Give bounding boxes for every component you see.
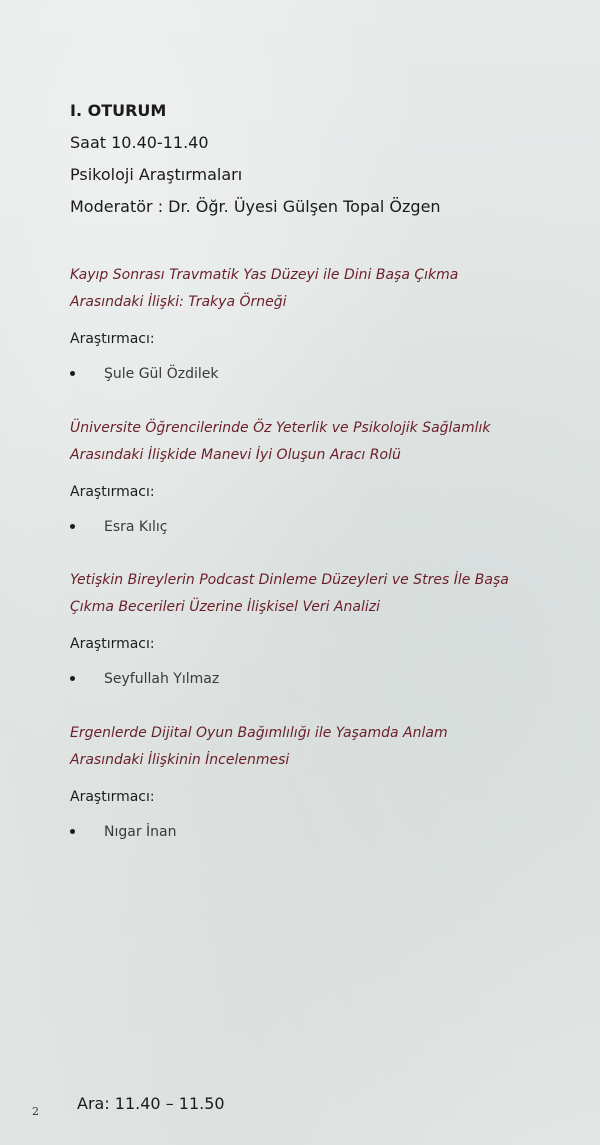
researcher-item (70, 518, 570, 536)
bullet-icon (70, 524, 75, 529)
talk-title-line-2: Arasındaki İlişkide Manevi İyi Oluşun Aracı Rolü (70, 447, 401, 463)
researcher-item (70, 823, 570, 841)
talk-title-line-2: Arasındaki İlişkinin İncelenmesi (70, 752, 290, 768)
researcher-name: Şule Gül Özdilek (104, 366, 219, 382)
talk-title (70, 415, 570, 469)
talk-title-line-1: Yetişkin Bireylerin Podcast Dinleme Düzeyleri ve Stres İle Başa (70, 572, 509, 588)
talk-title-line-1: Üniversite Öğrencilerinde Öz Yeterlik ve Psikolojik Sağlamlık (70, 420, 491, 436)
talk-title-line-1: Ergenlerde Dijital Oyun Bağımlılığı ile Yaşamda Anlam (70, 725, 448, 741)
session-topic: Psikoloji Araştırmaları (70, 165, 243, 184)
researcher-item (70, 365, 570, 383)
talk-title (70, 262, 570, 316)
researcher-label: Araştırmacı: (70, 789, 155, 805)
talk-2 (70, 415, 570, 536)
researcher-label: Araştırmacı: (70, 331, 155, 347)
researcher-name: Esra Kılıç (104, 519, 168, 535)
bullet-icon (70, 371, 75, 376)
page-number: 2 (32, 1105, 39, 1118)
session-moderator: Moderatör : Dr. Öğr. Üyesi Gülşen Topal Özgen (70, 197, 441, 216)
bullet-icon (70, 676, 75, 681)
talk-title-line-1: Kayıp Sonrası Travmatik Yas Düzeyi ile Dini Başa Çıkma (70, 267, 459, 283)
bullet-icon (70, 829, 75, 834)
researcher-label: Araştırmacı: (70, 484, 155, 500)
talk-1 (70, 262, 570, 383)
talk-title (70, 567, 570, 621)
researcher-item (70, 670, 570, 688)
talk-3 (70, 567, 570, 688)
researcher-name: Nıgar İnan (104, 824, 177, 840)
talk-title-line-2: Çıkma Becerileri Üzerine İlişkisel Veri Analizi (70, 599, 380, 615)
session-time: Saat 10.40-11.40 (70, 133, 209, 152)
break-time: Ara: 11.40 – 11.50 (77, 1094, 225, 1113)
talk-title-line-2: Arasındaki İlişki: Trakya Örneği (70, 294, 287, 310)
researcher-name: Seyfullah Yılmaz (104, 671, 220, 687)
researcher-label: Araştırmacı: (70, 636, 155, 652)
talk-4 (70, 720, 570, 841)
session-header (70, 100, 570, 228)
talk-title (70, 720, 570, 774)
session-title: I. OTURUM (70, 101, 167, 120)
